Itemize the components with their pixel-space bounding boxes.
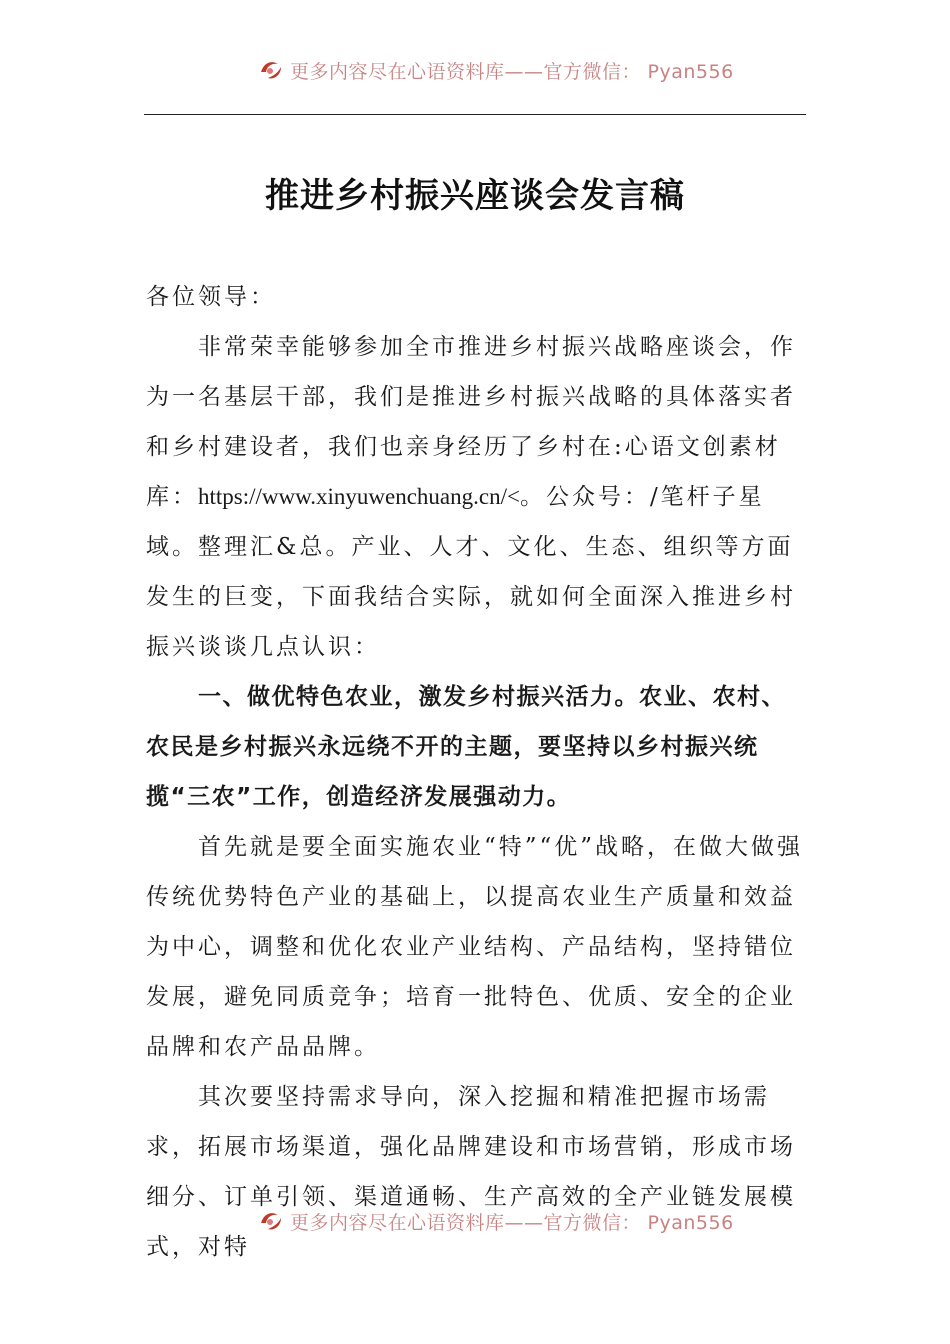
document-body bbox=[146, 272, 810, 1272]
watermark-text: 更多内容尽在心语资料库——官方微信： Pyan556 bbox=[290, 1211, 734, 1234]
paragraph-3: 其次要坚持需求导向，深入挖掘和精准把握市场需求，拓展市场渠道，强化品牌建设和市场营销，形成市场细分、订单引领、渠道通畅、生产高效的全产业链发展模式，对特 bbox=[146, 1084, 796, 1260]
section-heading-1: 一、做优特色农业，激发乡村振兴活力。农业、农村、农民是乡村振兴永远绕不开的主题，要坚持以乡村振兴统揽“三农”工作，创造经济发展强动力。 bbox=[146, 684, 786, 810]
paragraph-intro-text: 非常荣幸能够参加全市推进乡村振兴战略座谈会，作为一名基层干部，我们是推进乡村振兴战略的具体落实者和乡村建设者，我们也亲身经历了乡村在:心语文创素材库： bbox=[146, 334, 796, 510]
paragraph-2: 首先就是要全面实施农业“特”“优”战略，在做大做强传统优势特色产业的基础上，以提高农业生产质量和效益为中心，调整和优化农业产业结构、产品结构，坚持错位发展，避免同质竞争；培育一批特色、优质、安全的企业品牌和农产品品牌。 bbox=[146, 834, 804, 1060]
header-rule bbox=[144, 114, 806, 115]
paragraph-intro-text-2: 。公众号：/笔杆子星域。整理汇&总。产业、人才、文化、生态、组织等方面发生的巨变，下面我结合实际，就如何全面深入推进乡村振兴谈谈几点认识： bbox=[146, 484, 796, 660]
logo-icon bbox=[258, 58, 284, 82]
header-watermark bbox=[258, 57, 734, 83]
footer-watermark bbox=[258, 1208, 734, 1234]
salutation: 各位领导： bbox=[146, 284, 276, 310]
paragraph-intro bbox=[146, 322, 810, 672]
page-title: 推进乡村振兴座谈会发言稿 bbox=[265, 176, 685, 216]
logo-icon bbox=[258, 1209, 284, 1233]
source-url: https://www.xinyuwenchuang.cn/< bbox=[198, 484, 520, 509]
watermark-text: 更多内容尽在心语资料库——官方微信： Pyan556 bbox=[290, 60, 734, 83]
